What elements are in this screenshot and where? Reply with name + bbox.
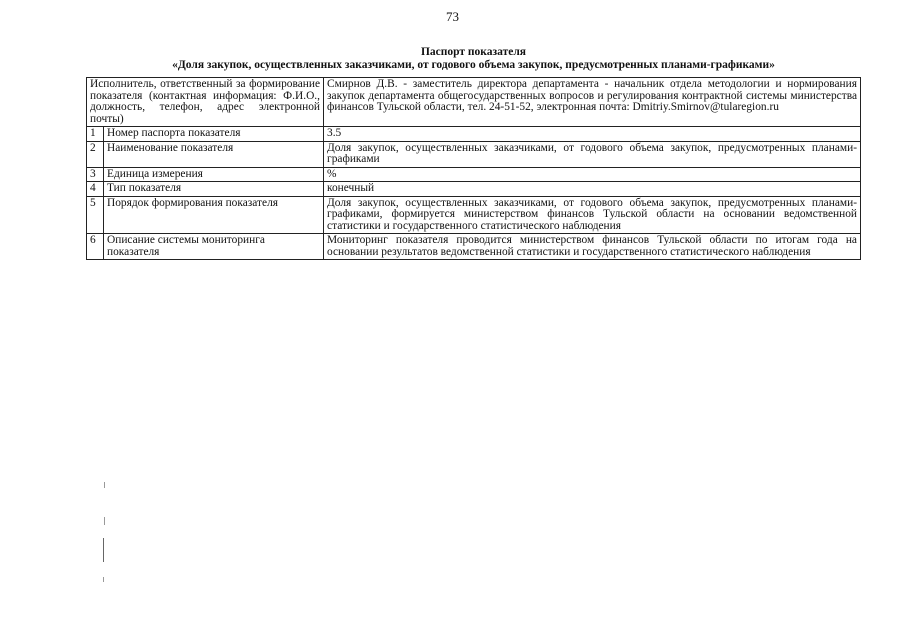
indicator-passport-table — [86, 77, 861, 260]
scan-artifact-mark — [104, 517, 105, 525]
scan-artifact-mark — [103, 577, 104, 582]
row-label-cell: Единица измерения — [104, 167, 324, 182]
row-label-cell: Описание системы мониторинга показателя — [104, 234, 324, 260]
row-label-cell: Тип показателя — [104, 182, 324, 197]
row-value-cell: 3.5 — [324, 127, 861, 142]
row-value-cell: конечный — [324, 182, 861, 197]
row-label-cell: Номер паспорта показателя — [104, 127, 324, 142]
table-row — [87, 167, 861, 182]
row-label-cell: Порядок формирования показателя — [104, 196, 324, 234]
title-line-1: Паспорт показателя — [420, 46, 527, 58]
scan-artifact-mark — [104, 482, 105, 488]
row-number-cell: 4 — [87, 182, 104, 197]
table-row — [87, 234, 861, 260]
row-label-cell: Наименование показателя — [104, 141, 324, 167]
title-line-2: «Доля закупок, осуществленных заказчиками, от годового объема закупок, предусмотренных планами-графиками» — [172, 58, 775, 71]
row-number-cell: 2 — [87, 141, 104, 167]
executor-value-cell: Смирнов Д.В. - заместитель директора департамента - начальник отдела методологии и нормирования закупок департамента общегосударственных вопросов и регулирования контрактной системы министерства финансов Тульской области, тел. 24-51-52, электронная почта: Dmitriy.Smirnov@tularegion.ru — [324, 78, 861, 127]
row-number-cell: 1 — [87, 127, 104, 142]
scan-artifact-mark — [103, 538, 104, 562]
row-number-cell: 6 — [87, 234, 104, 260]
row-value-cell: Доля закупок, осуществленных заказчиками, от годового объема закупок, предусмотренных планами-графиками — [324, 141, 861, 167]
row-number-cell: 3 — [87, 167, 104, 182]
row-number-cell: 5 — [87, 196, 104, 234]
row-value-cell: % — [324, 167, 861, 182]
table-row-executor — [87, 78, 861, 127]
page-number: 73 — [446, 9, 459, 24]
table-row — [87, 196, 861, 234]
table-row — [87, 127, 861, 142]
table-row — [87, 182, 861, 197]
executor-label-cell: Исполнитель, ответственный за формирование показателя (контактная информация: Ф.И.О., должность, телефон, адрес электронной почты) — [87, 78, 324, 127]
table-row — [87, 141, 861, 167]
document-title — [86, 46, 861, 71]
row-value-cell: Доля закупок, осуществленных заказчиками, от годового объема закупок, предусмотренных планами-графиками, формируется министерством финансов Тульской области на основании ведомственной статистики и государственного статистического наблюдения — [324, 196, 861, 234]
row-value-cell: Мониторинг показателя проводится министерством финансов Тульской области по итогам года на основании результатов ведомственной статистики и государственного статистического наблюдения — [324, 234, 861, 260]
